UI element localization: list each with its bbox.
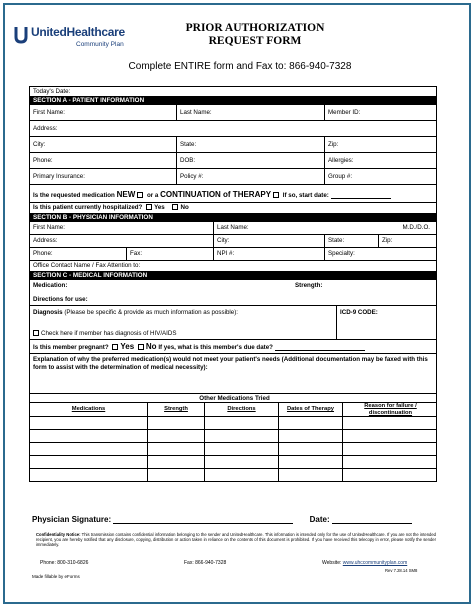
explanation-label: Explanation of why the preferred medication(s) would not meet your patient's needs (Additional documentation may be faxed with this form to assist with the determination of medical necessity):: [33, 356, 428, 371]
brand-name: UnitedHealthcare: [31, 25, 125, 39]
patient-dob-field[interactable]: DOB:: [176, 153, 324, 168]
signature-field[interactable]: [113, 516, 293, 524]
pregnant-yes-checkbox[interactable]: [112, 344, 118, 350]
form-subtitle: Complete ENTIRE form and Fax to: 866-940-7328: [128, 61, 352, 72]
form-title: [150, 22, 360, 48]
patient-allergies-field[interactable]: Allergies:: [324, 153, 438, 168]
pregnant-no-checkbox[interactable]: [138, 344, 144, 350]
continuation-checkbox[interactable]: [273, 192, 279, 198]
requested-medication-question: [30, 185, 438, 202]
title-line1: PRIOR AUTHORIZATION: [185, 22, 325, 34]
patient-address-field[interactable]: Address:: [33, 125, 58, 132]
diagnosis-label: Diagnosis: [33, 309, 63, 316]
other-meds-header-row: [30, 403, 436, 417]
office-contact-row: [30, 261, 436, 272]
physician-last-name-field[interactable]: Last Name:: [213, 222, 371, 234]
diagnosis-field[interactable]: [30, 306, 336, 339]
physician-address-row: [30, 235, 436, 248]
directions-row: [30, 295, 436, 306]
patient-last-name-field[interactable]: Last Name:: [176, 105, 324, 120]
signature-line: [32, 515, 442, 524]
website-label: Website:: [322, 560, 342, 566]
other-meds-title-row: [30, 394, 436, 403]
other-meds-title: Other Medications Tried: [199, 395, 270, 402]
physician-name-row: [30, 222, 436, 235]
due-date-label: If yes, what is this member's due date?: [158, 344, 273, 351]
physician-city-field[interactable]: City:: [213, 235, 324, 247]
signature-label: Physician Signature:: [32, 515, 112, 524]
confidentiality-label: Confidentiality Notice:: [36, 532, 81, 537]
strength-field[interactable]: Strength:: [295, 282, 323, 289]
patient-city-row: [30, 137, 436, 153]
col-reason: Reason for failure / discontinuation: [342, 403, 438, 417]
pregnant-row: [30, 340, 436, 354]
hospitalized-no-label: No: [180, 204, 189, 211]
hospitalized-yes-checkbox[interactable]: [146, 204, 152, 210]
contact-phone: Phone: 800-310-6826: [40, 560, 89, 566]
contact-fax: Fax: 866-940-7328: [184, 560, 227, 566]
patient-phone-row: [30, 153, 436, 169]
physician-address-field[interactable]: Address:: [33, 237, 58, 244]
todays-date-label: Today's Date:: [33, 88, 71, 95]
website-link[interactable]: www.uhccommunityplan.com: [342, 560, 408, 566]
md-do-label[interactable]: M.D./D.O.: [402, 224, 430, 231]
section-b-header: SECTION B - PHYSICIAN INFORMATION: [30, 214, 436, 222]
confidentiality-notice: [36, 532, 436, 547]
requested-medication-row: [30, 185, 436, 203]
confidentiality-text: This transmission contains confidential information belonging to the sender and UnitedHealthcare. This information is intended only for the use of UnitedHealthcare. If you are not the intended recipient, you are hereby notified that any disclosure, copying, distribution or action taken in reliance on the contents of this document is prohibited. If you have received this telecopy in error, please notify the sender immediately.: [36, 532, 437, 547]
other-meds-row[interactable]: [30, 469, 436, 482]
patient-address-row: [30, 121, 436, 137]
col-strength: Strength: [147, 403, 204, 417]
physician-phone-field[interactable]: Phone:: [33, 250, 53, 257]
section-a-header: SECTION A - PATIENT INFORMATION: [30, 97, 436, 105]
physician-zip-field[interactable]: Zip:: [378, 235, 438, 247]
physician-fax-field[interactable]: Fax:: [126, 248, 213, 260]
medication-row: [30, 280, 436, 295]
start-date-field[interactable]: [331, 193, 391, 199]
requested-label: Is the requested medication: [33, 192, 115, 199]
icd9-field[interactable]: ICD-9 CODE:: [336, 306, 438, 339]
pregnant-no-label: No: [145, 342, 157, 351]
member-id-field[interactable]: Member ID:: [324, 105, 438, 120]
continuation-label: CONTINUATION of THERAPY: [160, 190, 272, 199]
pregnant-question: [30, 340, 438, 353]
directions-field[interactable]: Directions for use:: [33, 296, 88, 303]
hiv-label: Check here if member has diagnosis of HIV/AIDS: [41, 330, 177, 337]
form-grid: [29, 86, 437, 482]
col-medications: Medications: [71, 406, 106, 412]
date-label: Date:: [309, 515, 330, 524]
pregnant-yes-label: Yes: [120, 342, 135, 351]
other-meds-row[interactable]: [30, 456, 436, 469]
contact-website: [322, 560, 407, 566]
specialty-field[interactable]: Specialty:: [324, 248, 438, 260]
physician-state-field[interactable]: State:: [324, 235, 378, 247]
patient-zip-field[interactable]: Zip:: [324, 137, 438, 152]
npi-field[interactable]: NPI #:: [213, 248, 324, 260]
office-contact-field[interactable]: Office Contact Name / Fax Attention to:: [33, 262, 141, 269]
col-directions: Directions: [204, 403, 278, 417]
physician-first-name-field[interactable]: First Name:: [33, 224, 65, 231]
hiv-check-line: [33, 330, 334, 337]
primary-insurance-field[interactable]: Primary Insurance:: [33, 173, 85, 180]
hospitalized-row: [30, 203, 436, 214]
col-dates: Dates of Therapy: [278, 403, 342, 417]
other-meds-row[interactable]: [30, 430, 436, 443]
new-checkbox[interactable]: [137, 192, 143, 198]
new-label: NEW: [116, 190, 136, 199]
diagnosis-hint: (Please be specific & provide as much information as possible):: [64, 309, 238, 316]
other-meds-row[interactable]: [30, 443, 436, 456]
patient-state-field[interactable]: State:: [176, 137, 324, 152]
brand-sub: Community Plan: [76, 41, 124, 48]
start-date-label: If so, start date:: [282, 192, 329, 199]
patient-first-name-field[interactable]: First Name:: [33, 109, 65, 116]
due-date-field[interactable]: [275, 345, 365, 351]
explanation-row[interactable]: [30, 354, 436, 394]
patient-phone-field[interactable]: Phone:: [33, 157, 53, 164]
hospitalized-yes-label: Yes: [154, 204, 165, 211]
made-fillable: Made fillable by eForms: [32, 574, 80, 579]
title-line2: REQUEST FORM: [208, 35, 302, 47]
diagnosis-row: [30, 306, 436, 340]
brand-u-icon: [14, 26, 28, 44]
medication-field[interactable]: Medication:: [33, 282, 68, 289]
patient-city-field[interactable]: City:: [33, 141, 46, 148]
or-label: or a: [146, 192, 159, 199]
revision: Rev 7.28.14 SM8: [385, 568, 418, 573]
hiv-checkbox[interactable]: [33, 330, 39, 336]
todays-date-row[interactable]: [30, 87, 436, 97]
patient-insurance-row: [30, 169, 436, 185]
other-meds-row[interactable]: [30, 417, 436, 430]
hospitalized-no-checkbox[interactable]: [172, 204, 178, 210]
group-field[interactable]: Group #:: [324, 169, 438, 184]
brand-logo: [14, 22, 144, 66]
patient-name-row: [30, 105, 436, 121]
hospitalized-label: Is this patient currently hospitalized?: [33, 204, 143, 211]
pregnant-label: Is this member pregnant?: [33, 344, 109, 351]
policy-field[interactable]: Policy #:: [176, 169, 324, 184]
date-field[interactable]: [332, 516, 412, 524]
hospitalized-question: [30, 203, 438, 213]
physician-phone-row: [30, 248, 436, 261]
section-c-header: SECTION C - MEDICAL INFORMATION: [30, 272, 436, 280]
